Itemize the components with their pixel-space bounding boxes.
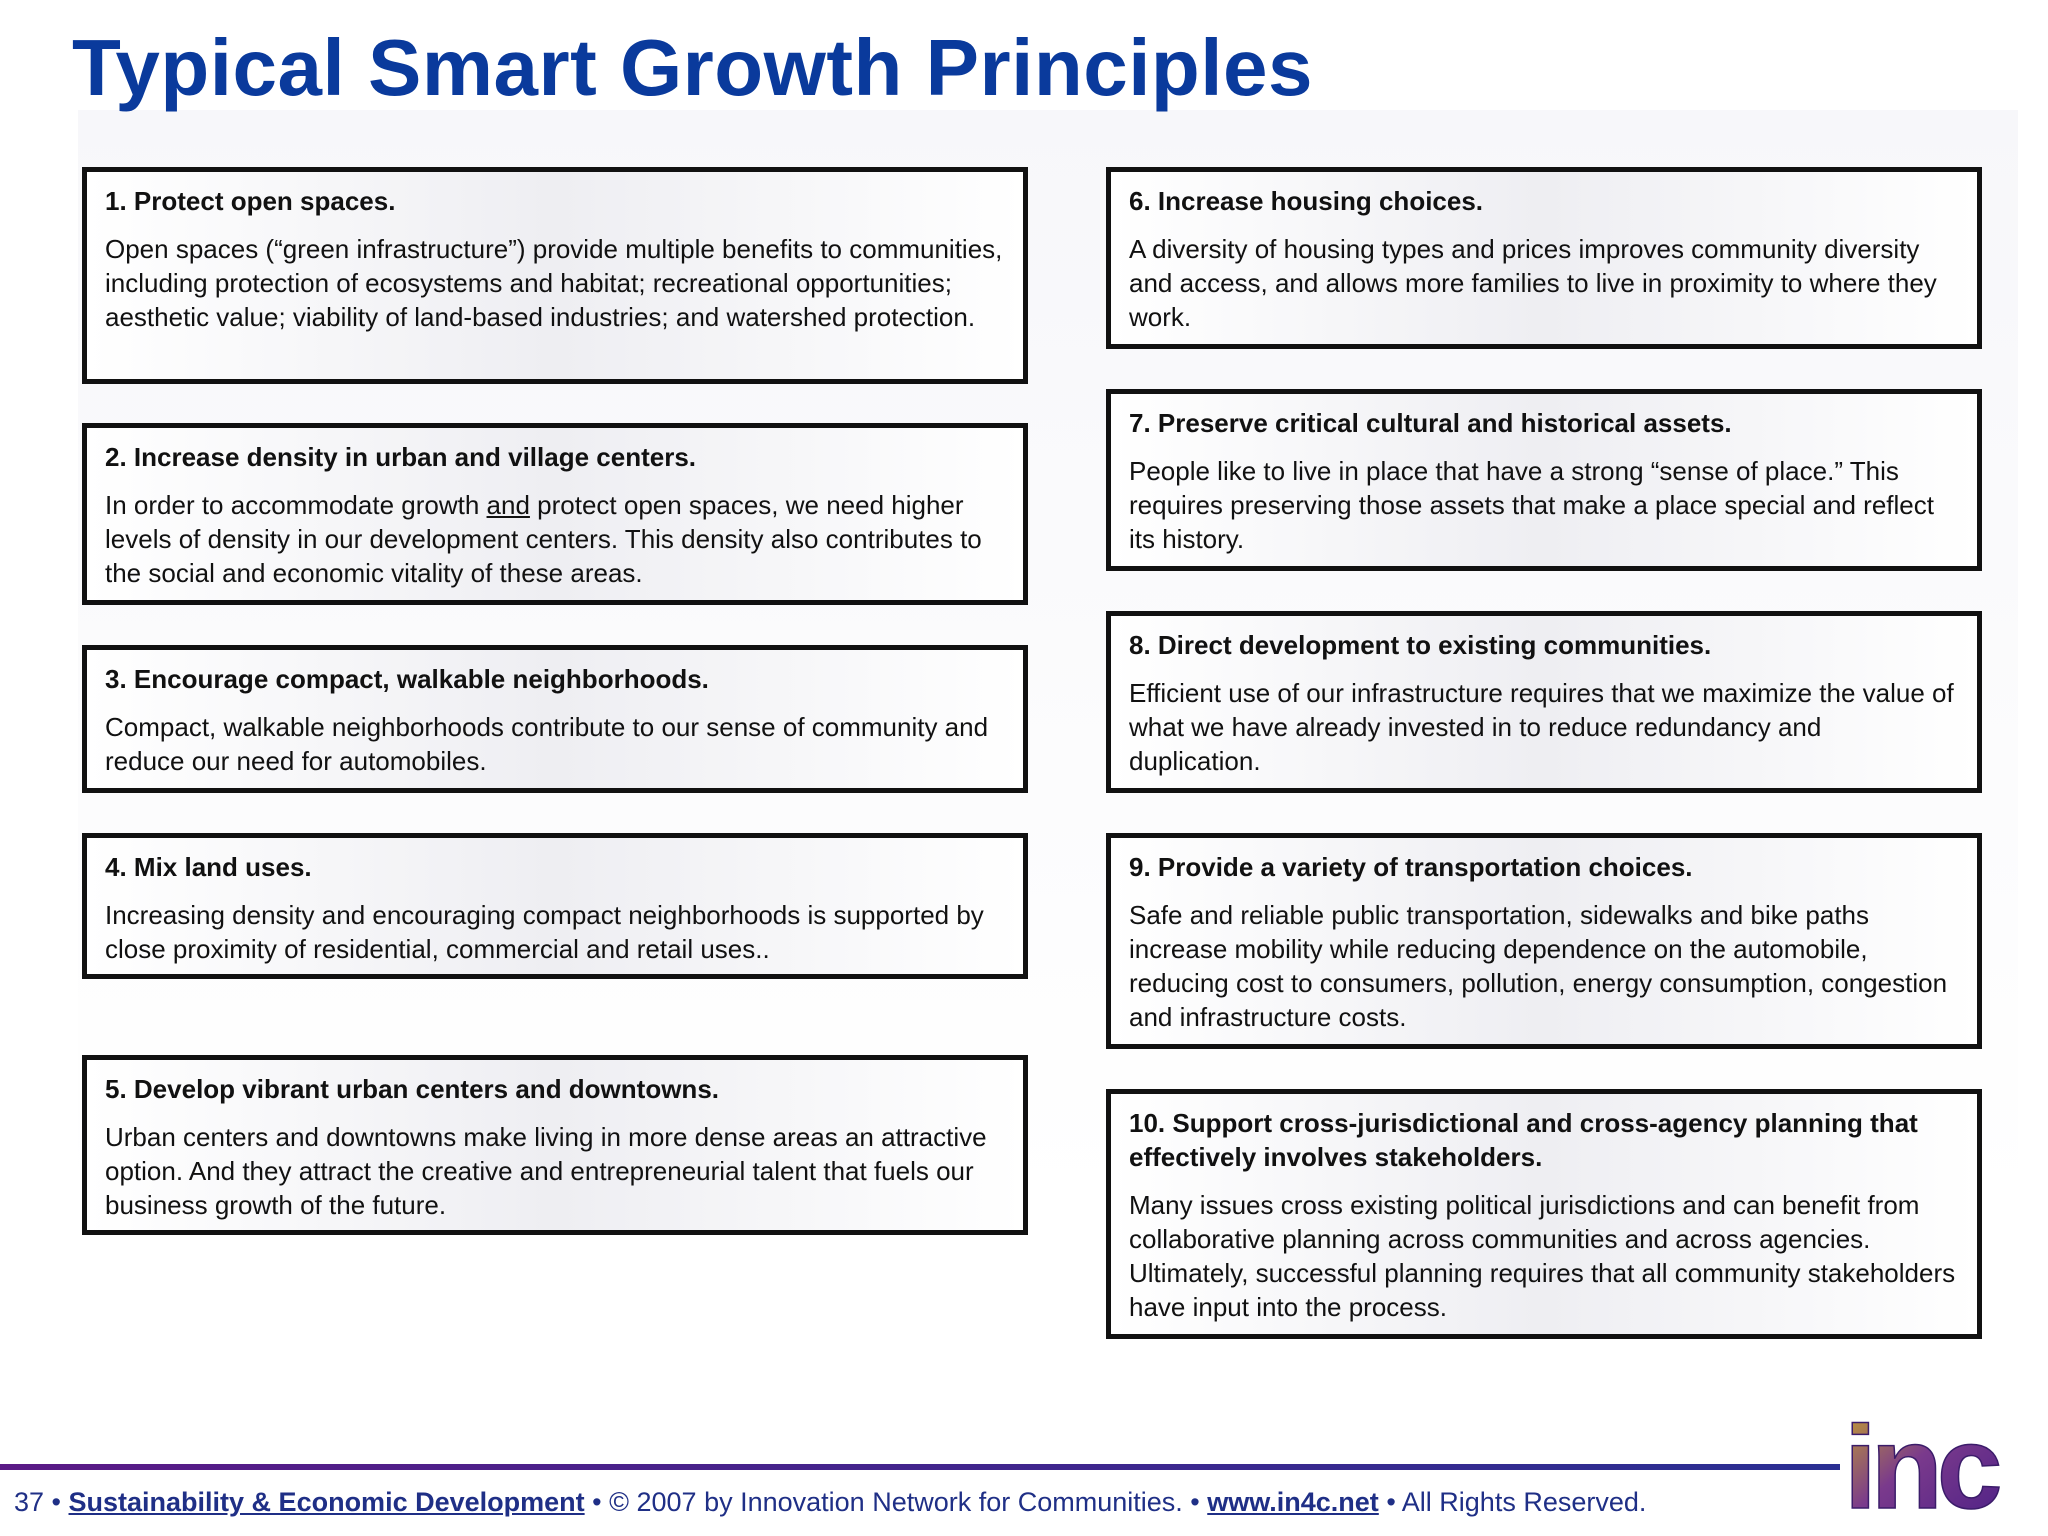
inc-logo-icon	[1842, 1408, 2048, 1520]
principle-box-8	[1106, 611, 1982, 793]
footer	[14, 1484, 1646, 1520]
principle-body	[105, 488, 1005, 590]
page-title: Typical Smart Growth Principles	[72, 23, 1314, 112]
principle-box-10	[1106, 1089, 1982, 1339]
logo-text: inc	[1844, 1408, 1997, 1520]
principle-box-9	[1106, 833, 1982, 1049]
principle-heading: 6. Increase housing choices.	[1129, 186, 1484, 216]
principle-body: Increasing density and encouraging compact neighborhoods is supported by close proximity of residential, commercial and retail uses..	[105, 900, 984, 964]
principle-heading: 4. Mix land uses.	[105, 852, 312, 882]
principle-body: Urban centers and downtowns make living in more dense areas an attractive option. And they attract the creative and entrepreneurial talent that fuels our business growth of the future.	[105, 1122, 987, 1220]
principle-box-4	[82, 833, 1028, 979]
principle-body: Safe and reliable public transportation, sidewalks and bike paths increase mobility while reducing dependence on the automobile, reducing cost to consumers, pollution, energy consumption, congestion and infrastructure costs.	[1129, 900, 1948, 1032]
principle-body-underlined: and	[486, 490, 530, 520]
footer-title-link[interactable]: Sustainability & Economic Development	[68, 1487, 585, 1517]
principle-box-5	[82, 1055, 1028, 1235]
principle-box-2	[82, 423, 1028, 605]
principle-heading: 2. Increase density in urban and village centers.	[105, 442, 697, 472]
principle-body-end: protect open spaces, we need higher levels of density in our development centers. This density also contributes to the social and economic vitality of these areas.	[105, 490, 982, 588]
principle-heading: 9. Provide a variety of transportation choices.	[1129, 852, 1693, 882]
principle-heading: 7. Preserve critical cultural and historical assets.	[1129, 408, 1732, 438]
principle-box-1	[82, 167, 1028, 384]
principle-heading: 8. Direct development to existing communities.	[1129, 630, 1712, 660]
principle-heading: 5. Develop vibrant urban centers and downtowns.	[105, 1074, 719, 1104]
principle-heading: 3. Encourage compact, walkable neighborhoods.	[105, 664, 709, 694]
website-link[interactable]: www.in4c.net	[1207, 1487, 1379, 1517]
principle-box-3	[82, 645, 1028, 793]
principle-box-7	[1106, 389, 1982, 571]
copyright-text: • © 2007 by Innovation Network for Communities. •	[592, 1487, 1200, 1517]
principle-body: Compact, walkable neighborhoods contribute to our sense of community and reduce our need for automobiles.	[105, 712, 989, 776]
rights-text: • All Rights Reserved.	[1386, 1487, 1647, 1517]
page-number: 37 •	[14, 1487, 61, 1517]
principle-body: Many issues cross existing political jurisdictions and can benefit from collaborative planning across communities and across agencies. Ultimately, successful planning requires that all community stakeholders have input into the process.	[1129, 1190, 1956, 1322]
principle-box-6	[1106, 167, 1982, 349]
principle-body: A diversity of housing types and prices improves community diversity and access, and allows more families to live in proximity to where they work.	[1129, 234, 1937, 332]
principle-body: Efficient use of our infrastructure requires that we maximize the value of what we have already invested in to reduce redundancy and duplication.	[1129, 678, 1954, 776]
principle-body: Open spaces (“green infrastructure”) provide multiple benefits to communities, including protection of ecosystems and habitat; recreational opportunities; aesthetic value; viability of land-based industries; and watershed protection.	[105, 234, 1003, 332]
principle-body-start: In order to accommodate growth	[105, 490, 487, 520]
principle-heading: 10. Support cross-jurisdictional and cross-agency planning that effectively involves stakeholders.	[1129, 1108, 1918, 1172]
principle-heading: 1. Protect open spaces.	[105, 186, 396, 216]
principle-body: People like to live in place that have a strong “sense of place.” This requires preserving those assets that make a place special and reflect its history.	[1129, 456, 1934, 554]
footer-divider	[0, 1464, 1840, 1470]
